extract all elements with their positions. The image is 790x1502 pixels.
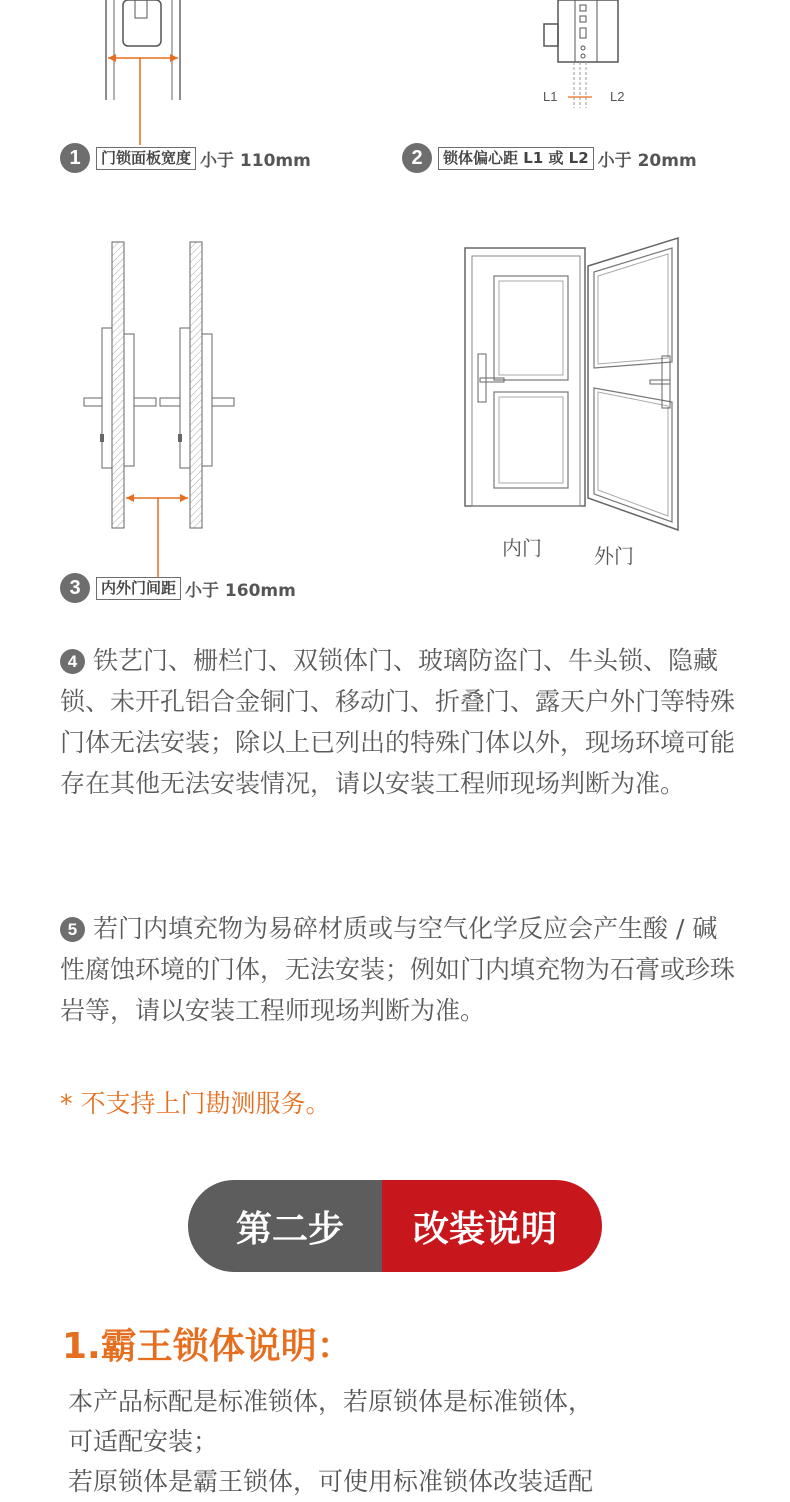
double-door-diagram [460,236,690,536]
caption-label: 锁体偏心距 L1 或 L2 [438,147,594,170]
survey-note: * 不支持上门勘测服务。 [60,1089,331,1118]
paragraph-text: 若门内填充物为易碎材质或与空气化学反应会产生酸 / 碱性腐蚀环境的门体，无法安装；例如门内填充物为石膏或珍珠岩等，请以安装工程师现场判断为准。 [60,914,736,1025]
caption-label: 门锁面板宽度 [96,147,196,170]
step-two-banner [188,1180,602,1272]
outer-door-label: 外门 [594,544,634,568]
section-heading: 1.霸王锁体说明： [62,1326,353,1367]
caption-value: 小于 20mm [597,150,697,171]
caption-label: 内外门间距 [96,577,181,600]
special-door-paragraph [60,640,740,804]
step-number-3: 3 [60,573,90,603]
caption-value: 小于 110mm [200,150,311,171]
step-number-2: 2 [402,143,432,173]
door-filler-paragraph [60,908,740,1031]
body-line: 若原锁体是霸王锁体，可使用标准锁体改装适配 [68,1467,594,1496]
paragraph-number-5: 5 [60,917,85,942]
lock-offset-diagram [530,0,640,110]
inner-door-label: 内门 [502,536,542,560]
modification-label: 改装说明 [382,1180,602,1272]
l1-label: L1 [543,89,558,104]
caption-value: 小于 160mm [185,580,296,601]
caption-door-gap [96,573,296,603]
panel-width-diagram [90,0,200,145]
body-line: 本产品标配是标准锁体，若原锁体是标准锁体， [68,1387,594,1416]
step-number-1: 1 [60,143,90,173]
paragraph-text: 铁艺门、栅栏门、双锁体门、玻璃防盗门、牛头锁、隐藏锁、未开孔铝合金铜门、移动门、折叠门、露天户外门等特殊门体无法安装；除以上已列出的特殊门体以外，现场环境可能存在其他无法安装情况，请以安装工程师现场判断为准。 [60,646,736,798]
body-line: 可适配安装； [68,1427,219,1456]
caption-panel-width [96,143,311,173]
paragraph-number-4: 4 [60,649,85,674]
door-gap-diagram [80,238,240,578]
l2-label: L2 [610,89,625,104]
caption-lock-offset [438,143,697,173]
step-two-label: 第二步 [188,1180,382,1272]
section-body [68,1382,738,1502]
